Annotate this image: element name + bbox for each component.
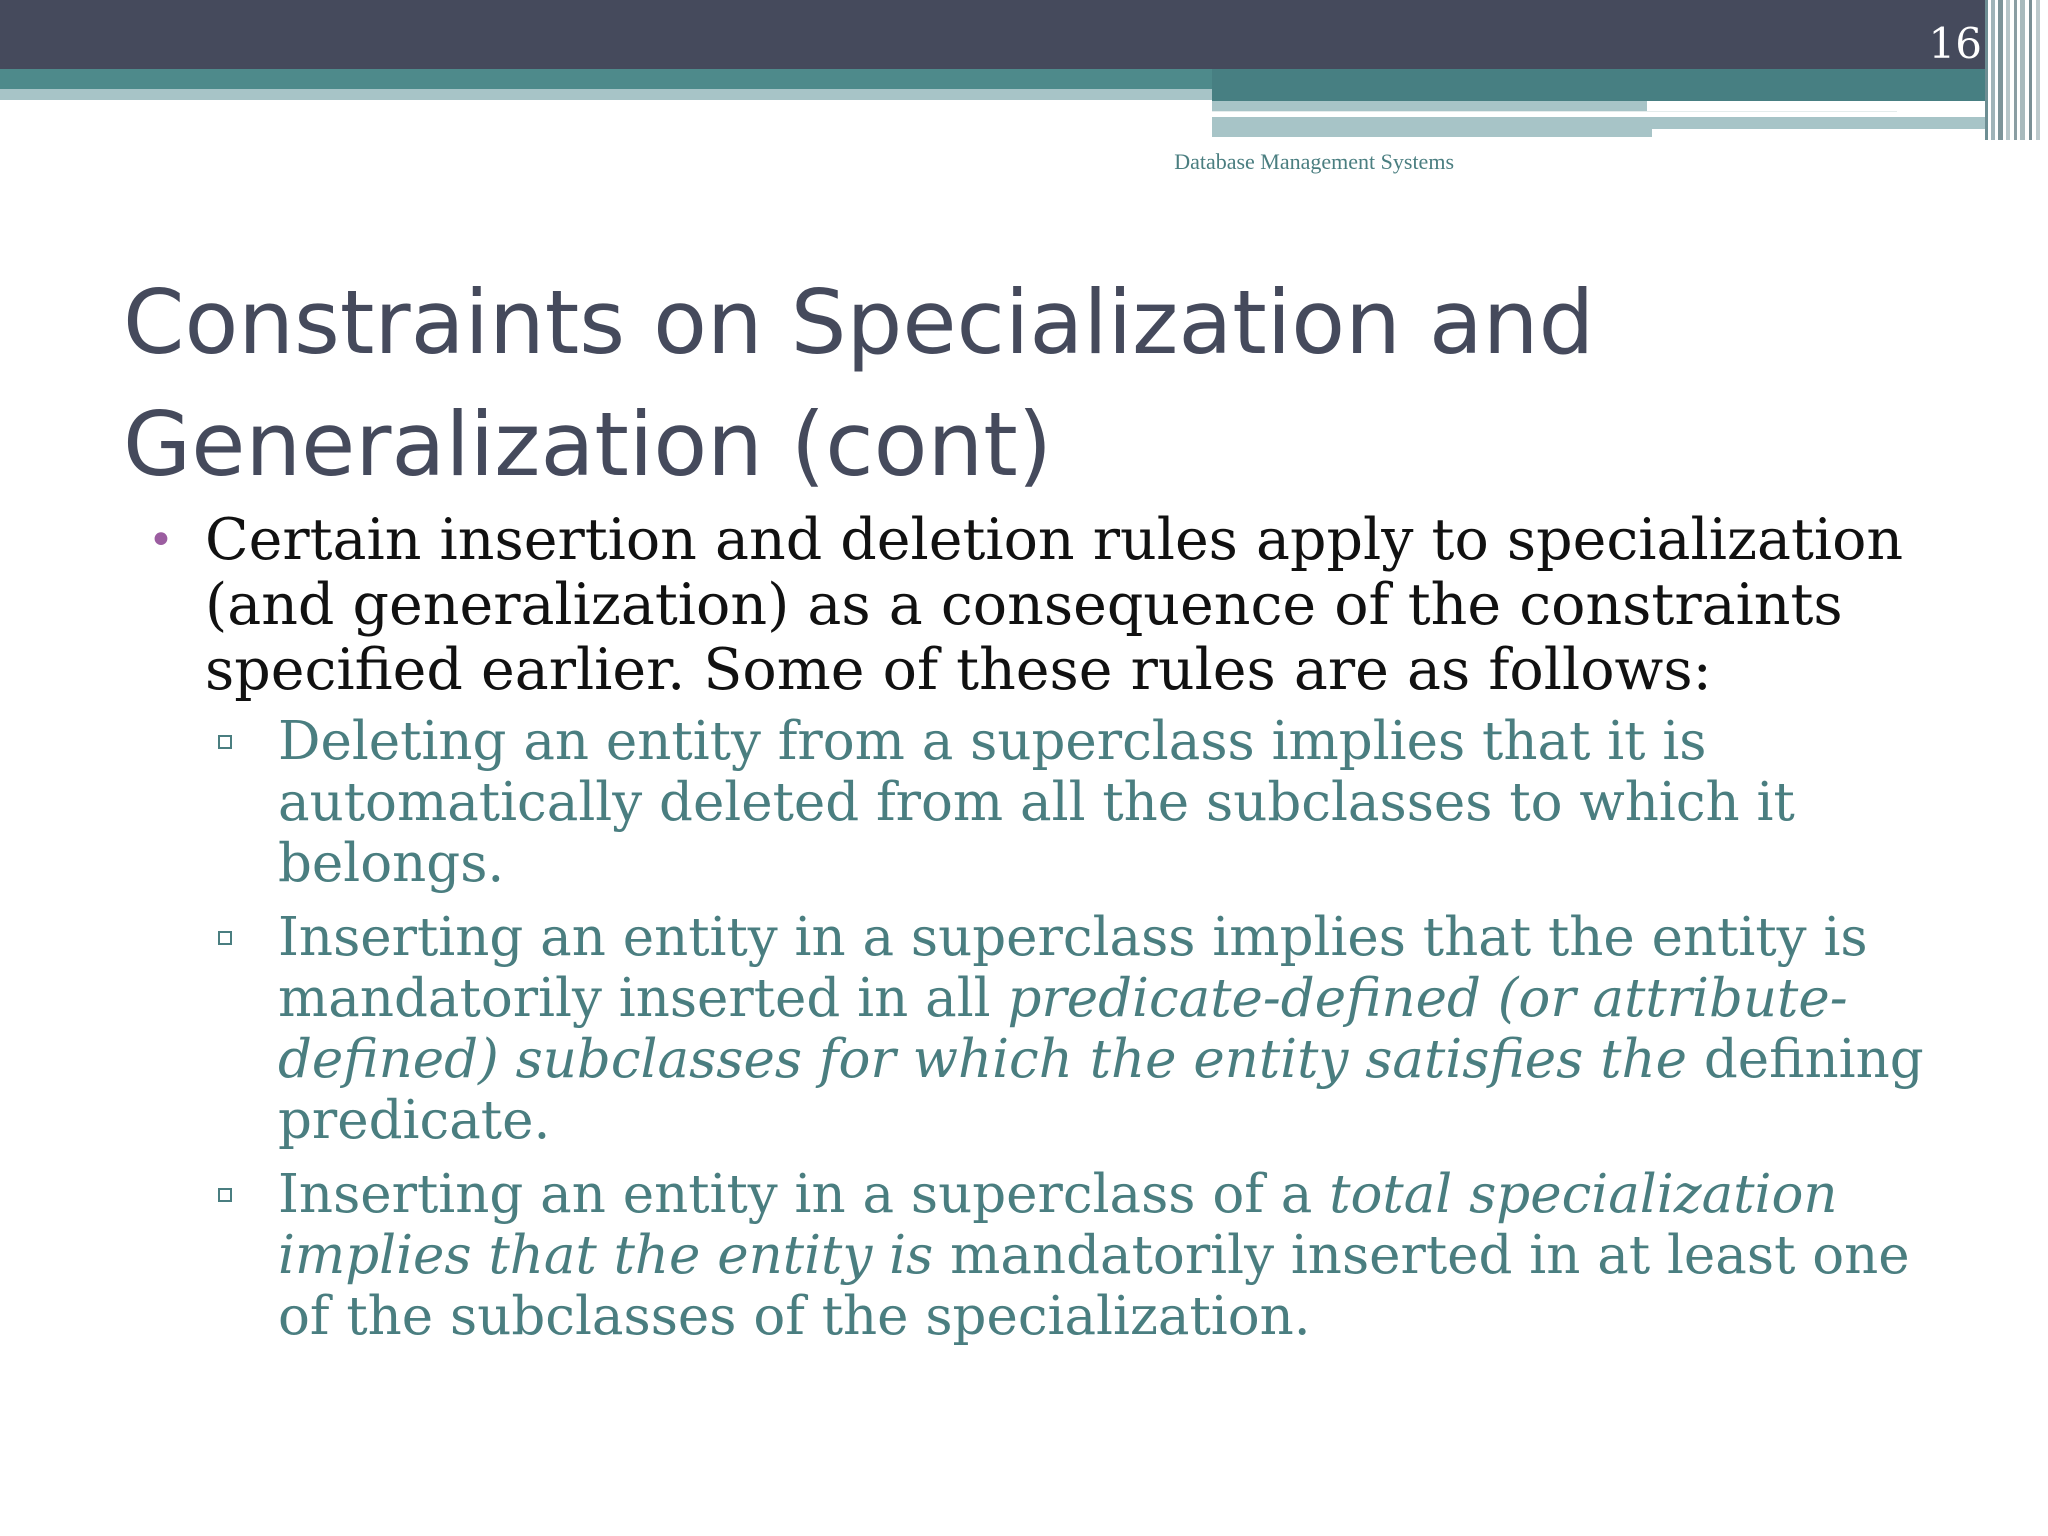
course-label: Database Management Systems [1174, 149, 1454, 174]
sub-bullet-text: Inserting an entity in a superclass of a [278, 1164, 1330, 1225]
header-band-light-lower [1212, 117, 1652, 137]
sub-bullet-list [148, 711, 1928, 1347]
sub-bullet-text: mandatorily inserted in at least one of the subclasses of the specialization. [278, 1225, 1910, 1347]
sub-bullet-text: Deleting an entity from a superclass implies that it is automatically deleted from all the subclasses to which it belongs. [278, 711, 1795, 894]
square-bullet-icon [218, 1188, 232, 1202]
sub-bullet-total [212, 1164, 1928, 1347]
slide-title: Constraints on Specialization and Generalization (cont) [123, 271, 1595, 496]
slide-content [148, 508, 1928, 1360]
header-band-teal-right [1212, 69, 1990, 101]
header-band-light-lower-right [1647, 117, 1990, 129]
header-band-light-right [1212, 101, 1647, 111]
header-band-dark [0, 0, 2048, 69]
main-bullet [148, 508, 1928, 703]
sub-bullet-predicate [212, 907, 1928, 1151]
bullet-dot-icon: • [148, 515, 174, 566]
sub-bullet-text: Inserting an entity in a superclass implies that the entity is mandatorily inserted in all [278, 907, 1868, 1029]
header-band-teal-left [0, 69, 1212, 89]
header-stripes [1985, 0, 2048, 140]
sub-bullet-text: defining predicate. [278, 1029, 1924, 1151]
page-number: 16 [1928, 19, 1982, 68]
sub-bullet-delete [212, 711, 1928, 894]
header-band-light-left [0, 89, 1212, 100]
main-bullet-text: Certain insertion and deletion rules apply to specialization (and generalization) as a consequence of the constraints specified earlier. Some of these rules are as follows: [205, 507, 1904, 703]
sub-bullet-italic-text: predicate-defined (or attribute-defined) subclasses for which the entity satisfies the [278, 968, 1848, 1090]
square-bullet-icon [218, 735, 232, 749]
sub-bullet-italic-text: total specialization implies that the entity is [278, 1164, 1838, 1286]
square-bullet-icon [218, 931, 232, 945]
